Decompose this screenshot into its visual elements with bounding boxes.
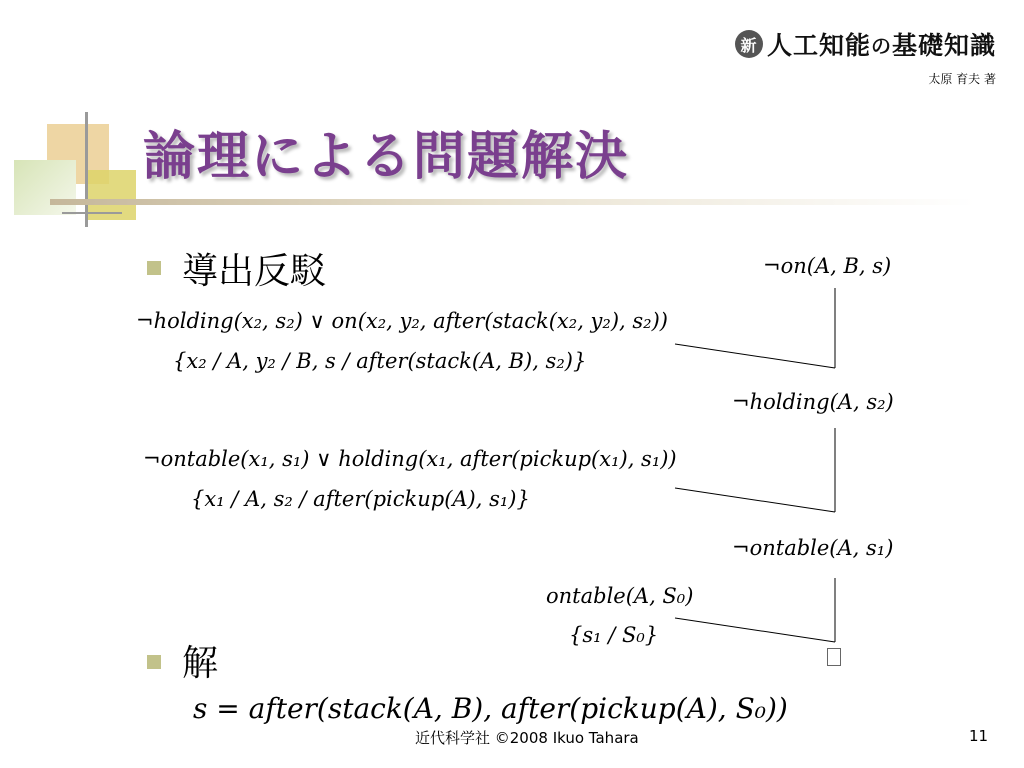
goal-clause: ¬on(A, B, s) xyxy=(763,254,892,278)
book-title-part-b: 基礎知識 xyxy=(891,31,996,60)
clause-2: ¬ontable(x₁, s₁) ∨ holding(x₁, after(pickup(x₁), s₁)) xyxy=(143,447,677,471)
resolvent-1: ¬holding(A, s₂) xyxy=(732,390,894,414)
bullet-solution: 解 xyxy=(182,643,219,684)
slide-title: 論理による問題解決 xyxy=(143,127,630,187)
shin-badge: 新 xyxy=(735,30,763,58)
book-title-no: の xyxy=(870,33,892,58)
tree-line xyxy=(675,618,835,642)
empty-clause-box xyxy=(827,648,841,666)
book-title-part-a: 人工知能 xyxy=(766,31,871,60)
tree-line xyxy=(675,344,835,368)
tree-line xyxy=(675,488,835,512)
substitution-3: {s₁ / S₀} xyxy=(569,623,659,647)
footer-copyright: 近代科学社 ©2008 Ikuo Tahara xyxy=(415,729,639,747)
resolvent-2: ¬ontable(A, s₁) xyxy=(732,536,894,560)
substitution-1: {x₂ / A, y₂ / B, s / after(stack(A, B), s₂)} xyxy=(173,349,587,373)
author: 太原 育夫 著 xyxy=(928,72,996,86)
substitution-2: {x₁ / A, s₂ / after(pickup(A), s₁)} xyxy=(191,487,530,511)
solution-formula: s = after(stack(A, B), after(pickup(A), S₀)) xyxy=(193,692,788,725)
clause-3: ontable(A, S₀) xyxy=(546,584,694,608)
clause-1: ¬holding(x₂, s₂) ∨ on(x₂, y₂, after(stack(x₂, y₂), s₂)) xyxy=(136,309,668,333)
bullet-refutation: 導出反駁 xyxy=(182,251,327,292)
page-number: 11 xyxy=(969,727,989,745)
